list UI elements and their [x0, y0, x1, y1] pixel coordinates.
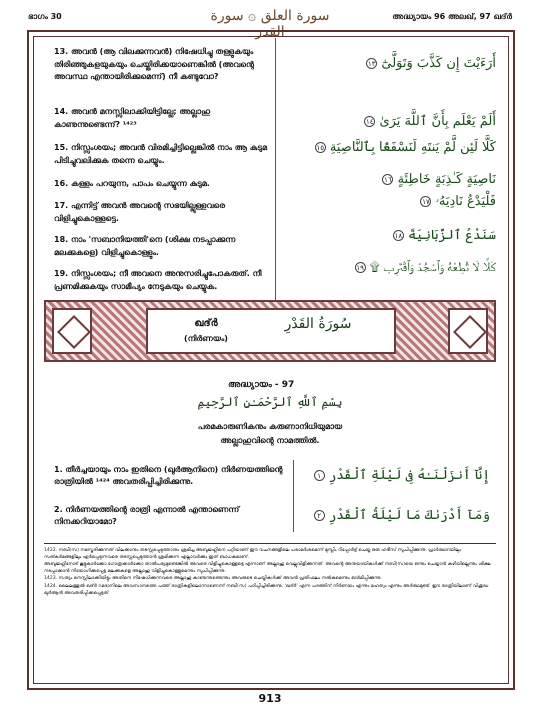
verse-number-marker: ١٨	[394, 232, 403, 240]
arabic-column	[280, 38, 506, 316]
surah-header-arabic: سورة العلق ۞ سورة القدر	[210, 8, 330, 40]
verse-17: 17. എന്നിട്ട് അവൻ അവന്റെ സഭയില്ലുള്ളവരെ വിളിച്ചുകൊള്ളട്ടെ.	[54, 201, 225, 223]
verse-number-marker: ١٧	[422, 198, 430, 206]
malayalam-column	[40, 38, 276, 316]
chapter-number: അദ്ധ്യായം - 97	[228, 380, 295, 390]
arabic-verse-2: وَمَآ أَدْرَىٰكَ مَا لَيْلَةُ ٱلْقَدْرِ ٢	[311, 508, 490, 523]
footnote: 1423. സത്യം മനസ്സിലാക്കിയിട്ടും അതിനെ നിഷേധിക്കുന്നവരെ അല്ലാഹു കാണുന്നുണ്ടെന്നും അവരുടെ ചെയ്തികൾക്ക് അവൻ പ്രതിഫലം നൽകുമെന്നും ഓർമിപ്പിക്കുന്നു.	[44, 576, 382, 582]
verse-14: 14. അവൻ മനസ്സിലാക്കിയിട്ടില്ലേ; അല്ലാഹു കാണുന്നുണ്ടെന്ന്? ¹⁴²³	[54, 107, 211, 129]
surah-title-arabic: سُورَةُ القَدْرِ	[284, 316, 352, 332]
surah-title-banner	[44, 300, 496, 362]
verse-19: 19. നിസ്സംശയം; നീ അവനെ അനുസരിച്ചുപോകരുത്. നീ പ്രണമിക്കുകയും സാമീപ്യം നേടുകയും ചെയ്യുക.	[54, 269, 262, 291]
arabic-verse-14: أَلَمْ يَعْلَم بِأَنَّ ٱللَّهَ يَرَىٰ ١٤	[366, 114, 496, 129]
ornament-right	[448, 308, 488, 354]
bismillah-arabic: بِسْمِ ٱللَّهِ ٱلرَّحْمَـٰنِ ٱلرَّحِيمِ	[197, 395, 343, 409]
arabic-verse-17: فَلْيَدْعُ نَادِيَهُۥ ١٧	[422, 194, 496, 209]
verse-15: 15. നിസ്സംശയം; അവൻ വിരമിച്ചിട്ടില്ലെങ്കിൽ നാം ആ കുടുമ പിടിച്ചുവലിക്കുക തന്നെ ചെയ്യും.	[54, 143, 267, 165]
surah-subtitle-malayalam: (നിർണയം)	[184, 334, 228, 343]
arabic-verse-18: سَنَدْعُ ٱلزَّبَانِيَةَ ١٨	[394, 228, 496, 243]
chapter-label: അദ്ധ്യായം 96 അലഖ്, 97 ഖദ്ർ	[392, 12, 512, 21]
verse-number-marker: ١٣	[367, 60, 376, 68]
footnote: 1422. നബി(സ) നമസ്കരിക്കുന്നത് വിലക്കാനും തടസ്സപ്പെടുത്താനും ശ്രമിച്ച അബൂജഹ്ലിനെ പറ്റിയാണ് ഈ വചനങ്ങളിലെ പരാമർശമെന്ന് മുസ്ലിം റിപ്പോർട്ട് ചെയ്ത ഒരു ഹദീസ് സൂചിപ്പിക്കുന്നു. പ്രാർത്ഥനയിലും സത്കർമങ്ങളിലും ഏർപ്പെടുന്നവരെ തടസ്സപ്പെടുത്താൻ ശ്രമിക്കുന്ന എല്ലാവർക്കും ഇത് ബാധകമാണ്.	[44, 548, 462, 560]
verse-18: 18. നാം 'സബാനിയത്തി'നെ (ശിക്ഷ നടപ്പാക്കുന്ന മലക്കുകളെ) വിളിച്ചുകൊള്ളും.	[54, 235, 236, 257]
arabic-verse-1: إِنَّآ أَنزَلْنَـٰهُ فِى لَيْلَةِ ٱلْقَدْرِ ١	[311, 468, 490, 483]
verse-13: 13. അവൻ (ആ വിലക്കുന്നവൻ) നിഷേധിച്ചു തള്ളുകയും തിരിഞ്ഞുകളയുകയും ചെയ്തിരിക്കയാണെങ്കിൽ (അവന്റെ അവസ്ഥ എന്തായിരിക്കുമെന്ന്) നീ കണ്ടുവോ?	[54, 47, 254, 81]
verse-number-marker: ١٦	[384, 176, 392, 184]
verse-16: 16. കള്ളം പറയുന്ന, പാപം ചെയ്യുന്ന കുടുമ.	[54, 179, 210, 188]
part-label: ഭാഗം 30	[28, 12, 62, 21]
praise-line-2: അല്ലാഹുവിന്റെ നാമത്തിൽ.	[220, 436, 320, 445]
verse-number-marker: ١٤	[366, 118, 374, 126]
verse-number-marker: ١٥	[316, 144, 325, 152]
footnotes	[44, 543, 496, 663]
ornament-left	[52, 308, 92, 354]
verse-2: 2. നിർണയത്തിന്റെ രാത്രി എന്നാൽ എന്താണെന്ന് നിനക്കറിയാമോ?	[54, 505, 240, 526]
top-verses-section	[36, 38, 506, 316]
verse-number-marker: ١٩	[356, 264, 364, 272]
page-number: 913	[258, 692, 282, 705]
verse-number-marker: ٢	[314, 510, 325, 521]
arabic-verse-13: أَرَءَيْتَ إِن كَذَّبَ وَتَوَلَّىٰٓ ١٣	[367, 56, 496, 71]
banner-center-panel	[146, 308, 396, 354]
bismillah-translation	[150, 420, 390, 448]
verse-1: 1. തീർച്ചയായും നാം ഇതിനെ (ഖുർആനിനെ) നിർണയത്തിന്റെ രാത്രിയിൽ ¹⁴²⁴ അവതരിപ്പിച്ചിരിക്കുന്നു.	[54, 465, 283, 486]
surah-title-malayalam: ഖദ്ർ	[194, 318, 218, 329]
page-header	[0, 8, 540, 40]
praise-line-1: പരമകാരുണികനും കരുണാനിധിയുമായ	[197, 422, 343, 431]
arabic-verse-19: كَلَّا لَا تُطِعْهُ وَٱسْجُدْ وَٱقْتَرِب ۩ ١٩	[356, 260, 496, 275]
lower-verses-section	[42, 460, 498, 532]
footnote: 1424. ലൈലത്തുൽ ഖദ്ർ റമദാനിലെ അവസാനത്തെ പത്ത് രാത്രികളിലൊന്നാണെന്ന് നബി(സ) പഠിപ്പിച്ചിരിക്കുന്നു. 'ഖദ്ർ' എന്ന പദത്തിന് നിർണയം എന്നും മഹത്വം എന്നും അർത്ഥമുണ്ട്. ഈ രാത്രിയിലാണ് വിശുദ്ധ ഖുർആൻ അവതരിപ്പിക്കപ്പെട്ടത്.	[44, 583, 489, 596]
arabic-verse-15: كَلَّا لَئِن لَّمْ يَنتَهِ لَنَسْفَعًۢا بِٱلنَّاصِيَةِ ١٥	[316, 140, 496, 155]
lower-malayalam-column	[42, 460, 294, 532]
verse-number-marker: ١	[314, 470, 325, 481]
footnote: അബൂജഹ്ലിനോട് കൂട്ടുകാർക്കോ ഗോത്രക്കാർക്കോ താൽപര്യമുണ്ടെങ്കിൽ അവരെ വിളിച്ചുകൊള്ളട്ടെ എന്നാണ് അല്ലാഹു വെല്ലുവിളിക്കുന്നത്. അവന്റെ അനുയായികൾക്ക് നബി(സ)യെ ഒന്നും ചെയ്യാൻ കഴിയില്ലെന്നും ശിക്ഷ നടപ്പാക്കാൻ നിയോഗിക്കപ്പെട്ട മലക്കുകളെ അല്ലാഹു വിളിച്ചുകൊള്ളുമെന്നും സൂചിപ്പിക്കുന്നു.	[44, 562, 491, 574]
arabic-verse-16: نَاصِيَةٍ كَـٰذِبَةٍ خَاطِئَةٍ ١٦	[384, 172, 496, 187]
